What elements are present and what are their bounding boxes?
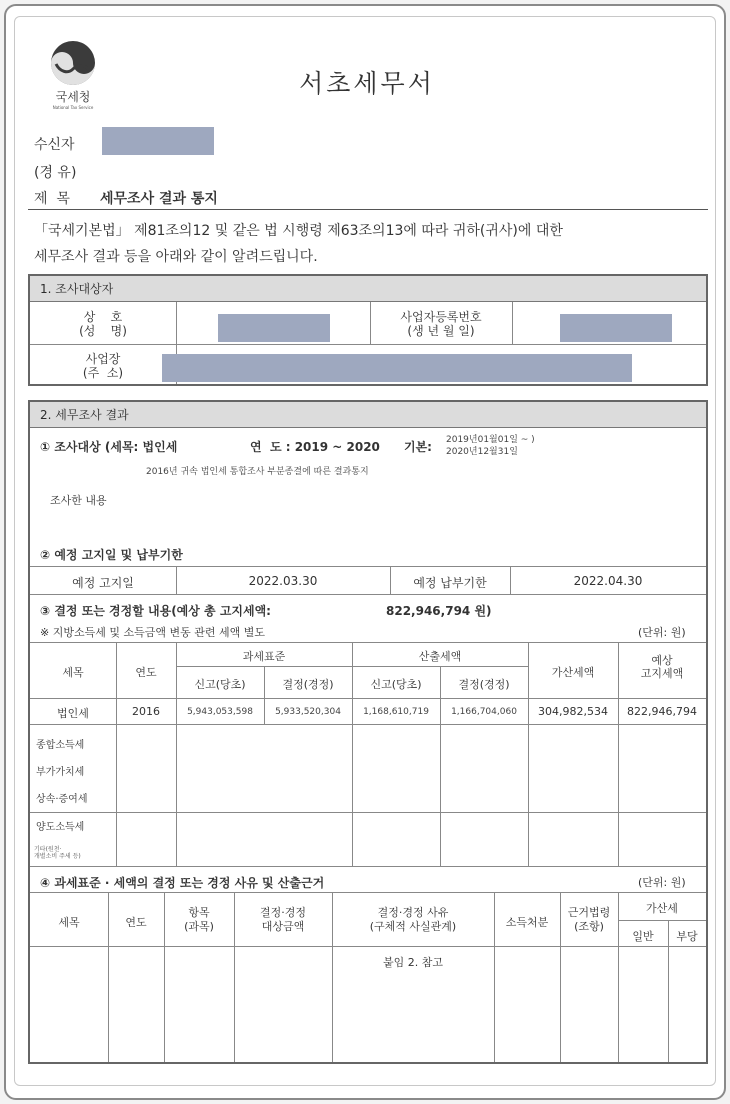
period-from: 2019년01월01일 ~ ) bbox=[446, 435, 535, 445]
logo-subtext: National Tax Service bbox=[52, 105, 94, 110]
item4-label: ④ 과세표준 · 세액의 결정 또는 경정 사유 및 산출근거 bbox=[40, 876, 325, 890]
redacted-bizno bbox=[560, 314, 672, 342]
via-label: (경 유) bbox=[34, 165, 77, 181]
t3-other-row-4: 양도소득세 bbox=[36, 822, 85, 833]
due-date-label: 예정 납부기한 bbox=[413, 576, 487, 590]
t4-header-law: 근거법령 (조항) bbox=[567, 906, 611, 933]
document-page bbox=[4, 4, 726, 1100]
t4-header-item: 항목 (과목) bbox=[184, 906, 214, 933]
unit-label-3: (단위: 원) bbox=[638, 626, 686, 639]
t3-header-calc: 산출세액 bbox=[418, 650, 462, 663]
t4-header-income: 소득처분 bbox=[505, 916, 549, 929]
t3-row-year: 2016 bbox=[132, 705, 160, 718]
header-rule bbox=[28, 209, 708, 210]
t3-row-tax: 법인세 bbox=[57, 707, 89, 720]
name-label: 상 호 (성 명) bbox=[79, 310, 127, 338]
notice-date-value: 2022.03.30 bbox=[248, 574, 318, 588]
t3-header-year: 연도 bbox=[135, 666, 157, 679]
t4-header-penalty: 가산세 bbox=[646, 902, 678, 915]
redacted-address bbox=[162, 354, 632, 382]
unit-label-4: (단위: 원) bbox=[638, 876, 686, 889]
redacted-name bbox=[218, 314, 330, 342]
logo-text: 국세청 bbox=[55, 90, 91, 104]
item3-label: ③ 결정 또는 경정할 내용(예상 총 고지세액: bbox=[40, 604, 271, 618]
period-to: 2020년12월31일 bbox=[446, 447, 518, 457]
item2-label: ② 예정 고지일 및 납부기한 bbox=[40, 548, 183, 562]
t3-header-penalty: 가산세액 bbox=[551, 666, 595, 679]
t3-row-base-report: 5,943,053,598 bbox=[187, 707, 253, 717]
office-title: 서초세무서 bbox=[299, 69, 435, 98]
section-2-title: 2. 세무조사 결과 bbox=[30, 402, 706, 428]
t4-header-tax: 세목 bbox=[58, 916, 80, 929]
item3-note: ※ 지방소득세 및 소득금액 변동 관련 세액 별도 bbox=[40, 626, 265, 639]
t4-header-unfair: 부당 bbox=[676, 930, 698, 943]
intro-paragraph bbox=[34, 218, 704, 270]
period-label: 기본: bbox=[404, 440, 432, 454]
t3-other-row-3: 상속·증여세 bbox=[36, 794, 88, 805]
t3-header-calc-report: 신고(당초) bbox=[370, 678, 422, 691]
t3-other-row-1: 종합소득세 bbox=[36, 740, 85, 751]
attachment-note: 붙임 2. 참고 bbox=[383, 956, 443, 969]
t3-header-base: 과세표준 bbox=[242, 650, 286, 663]
t3-header-calc-decision: 결정(경정) bbox=[458, 678, 510, 691]
due-date-value: 2022.04.30 bbox=[573, 574, 643, 588]
notice-date-label: 예정 고지일 bbox=[72, 576, 134, 590]
t3-row-calc-report: 1,168,610,719 bbox=[363, 707, 429, 717]
subject-text: 세무조사 결과 통지 bbox=[100, 191, 218, 207]
intro-line-1: 「국세기본법」 제81조의12 및 같은 법 시행령 제63조의13에 따라 귀하(귀사)에 대한 bbox=[34, 223, 563, 239]
item3-total: 822,946,794 원) bbox=[386, 604, 492, 618]
t4-header-general: 일반 bbox=[632, 930, 654, 943]
section-result-box bbox=[28, 400, 708, 1064]
t4-header-year: 연도 bbox=[125, 916, 147, 929]
bizno-label: 사업자등록번호 (생 년 월 일) bbox=[400, 310, 482, 338]
t3-misc-row: 기타(원천· 개별소비 주세 등) bbox=[34, 846, 81, 860]
t4-header-amount: 결정·경정 대상금액 bbox=[259, 906, 306, 933]
t3-header-tax: 세목 bbox=[62, 666, 84, 679]
t3-row-penalty: 304,982,534 bbox=[538, 705, 608, 718]
intro-line-2: 세무조사 결과 등을 아래와 같이 알려드립니다. bbox=[34, 249, 318, 265]
t3-header-base-decision: 결정(경정) bbox=[282, 678, 334, 691]
partial-close-note: 2016년 귀속 법인세 통합조사 부분종결에 따른 결과통지 bbox=[146, 467, 369, 477]
t3-row-calc-decision: 1,166,704,060 bbox=[451, 707, 517, 717]
item1-label: ① 조사대상 (세목: 법인세 bbox=[40, 440, 178, 454]
address-label: 사업장 (주 소) bbox=[82, 352, 124, 380]
year-label: 연 도 : 2019 ~ 2020 bbox=[250, 440, 380, 454]
section-subject-box bbox=[28, 274, 708, 386]
recipient-label: 수신자 bbox=[34, 137, 75, 153]
t3-row-expected: 822,946,794 bbox=[627, 705, 697, 718]
subject-label: 제 목 bbox=[34, 191, 70, 207]
t3-other-row-2: 부가가치세 bbox=[36, 767, 85, 778]
redacted-recipient bbox=[102, 127, 214, 155]
section-1-title: 1. 조사대상자 bbox=[30, 276, 706, 302]
content-label: 조사한 내용 bbox=[50, 494, 107, 507]
t4-header-reason: 결정·경정 사유 (구체적 사실관계) bbox=[369, 906, 457, 933]
t3-row-base-decision: 5,933,520,304 bbox=[275, 707, 341, 717]
t3-header-base-report: 신고(당초) bbox=[194, 678, 246, 691]
t3-header-expected: 예상 고지세액 bbox=[640, 654, 684, 680]
